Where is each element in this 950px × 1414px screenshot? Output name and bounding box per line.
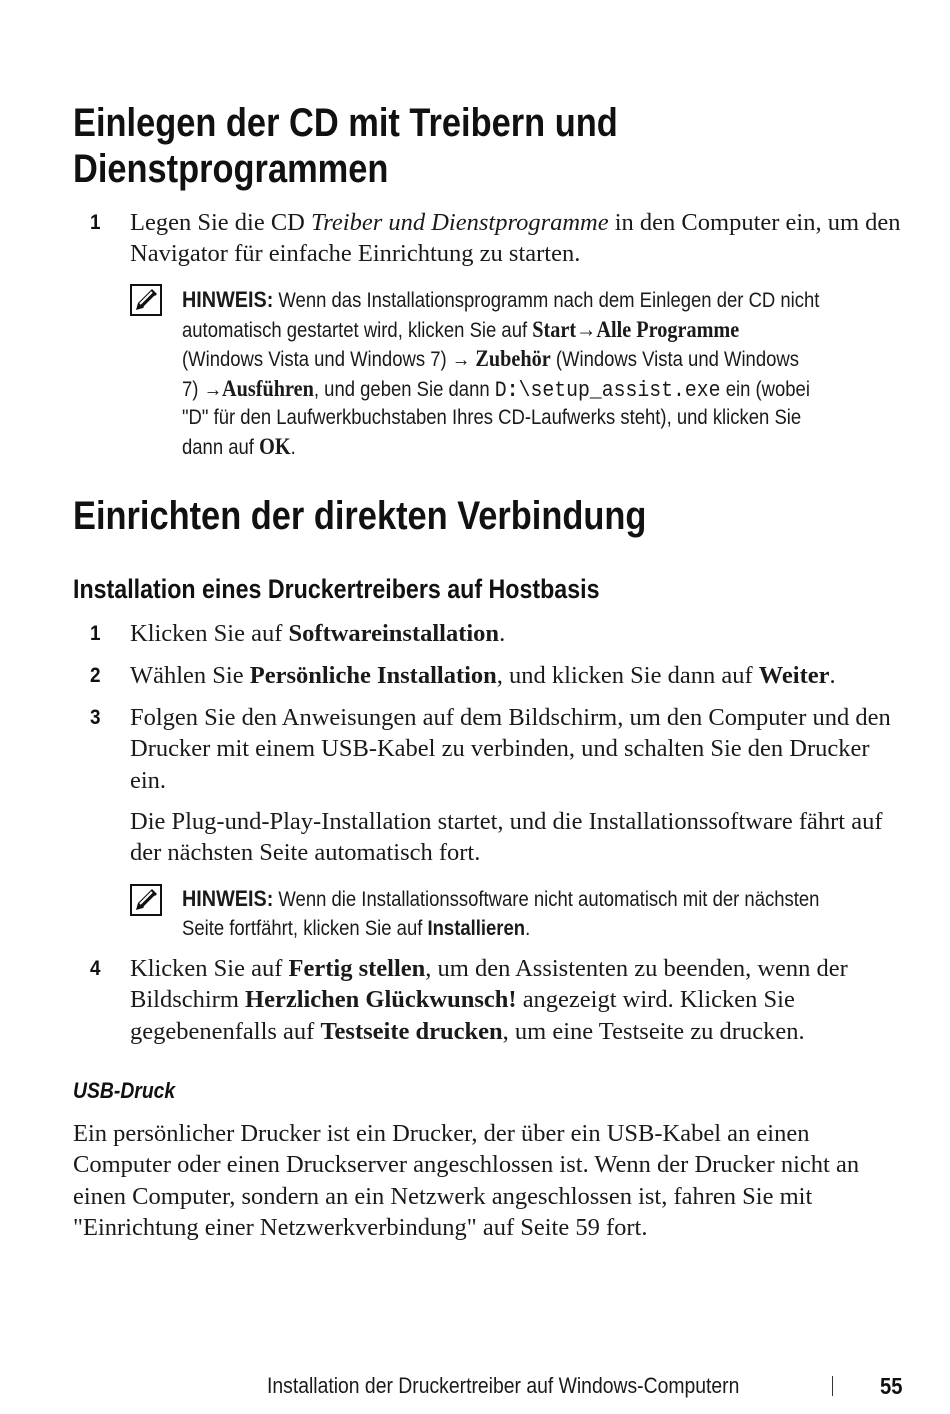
page-number: 55 <box>880 1373 903 1399</box>
section-title-direct: Einrichten der direkten Verbindung <box>73 494 647 538</box>
step-text: Klicken Sie auf Softwareinstallation. <box>130 620 506 647</box>
section-title-cd <box>73 100 618 192</box>
step-number: 1 <box>90 622 101 645</box>
usb-print-paragraph: Ein persönlicher Drucker ist ein Drucker, der über ein USB-Kabel an einen Computer oder einen Druckserver angeschlossen ist. Wenn der Drucker nicht an einen Computer, sondern an ein Netzwerk angeschlossen ist, fahren Sie mit "Einrichtung einer Netzwerkverbindung" auf Seite 59 fort. <box>73 1120 860 1241</box>
footer-chapter-title: Installation der Druckertreiber auf Windows-Computern <box>267 1373 740 1398</box>
step-number: 3 <box>90 706 101 729</box>
note-text: HINWEIS: Wenn das Installationsprogramm nach dem Einlegen der CD nicht automatisch gestartet wird, klicken Sie auf Start→Alle Programme (Windows Vista und Windows 7) → Zubehör (Windows Vista und Windows 7) →Ausführen, und geben Sie dann D:\setup_assist.exe ein (wobei "D" für den Laufwerkbuchstaben Ihres CD-Laufwerks steht), und klicken Sie dann auf OK. <box>182 287 820 459</box>
step-text: Legen Sie die CD Treiber und Dienstprogramme in den Computer ein, um den Navigator für einfache Einrichtung zu starten. <box>130 209 901 268</box>
step-number: 2 <box>90 664 101 687</box>
step-followup-text: Die Plug-und-Play-Installation startet, und die Installationssoftware fährt auf der nächsten Seite automatisch fort. <box>130 808 883 867</box>
subsection-title: Installation eines Druckertreibers auf Hostbasis <box>73 574 600 604</box>
step-text: Folgen Sie den Anweisungen auf dem Bildschirm, um den Computer und den Drucker mit einem USB-Kabel zu verbinden, und schalten Sie den Drucker ein. <box>130 704 891 794</box>
section-title-line2: Dienstprogrammen <box>73 147 389 191</box>
usb-print-heading: USB-Druck <box>73 1078 176 1103</box>
note-text: HINWEIS: Wenn die Installationssoftware nicht automatisch mit der nächsten Seite fortfährt, klicken Sie auf Installieren. <box>182 886 820 940</box>
footer-separator <box>832 1376 833 1396</box>
step-text: Klicken Sie auf Fertig stellen, um den Assistenten zu beenden, wenn der Bildschirm Herzlichen Glückwunsch! angezeigt wird. Klicken Sie gegebenenfalls auf Testseite drucken, um eine Testseite zu drucken. <box>130 955 848 1045</box>
note-pencil-icon <box>130 884 162 916</box>
step-text: Wählen Sie Persönliche Installation, und klicken Sie dann auf Weiter. <box>130 662 836 689</box>
step-number: 4 <box>90 957 101 980</box>
step-number: 1 <box>90 211 101 234</box>
section-title-line1: Einlegen der CD mit Treibern und <box>73 101 618 145</box>
note-pencil-icon <box>130 284 162 316</box>
